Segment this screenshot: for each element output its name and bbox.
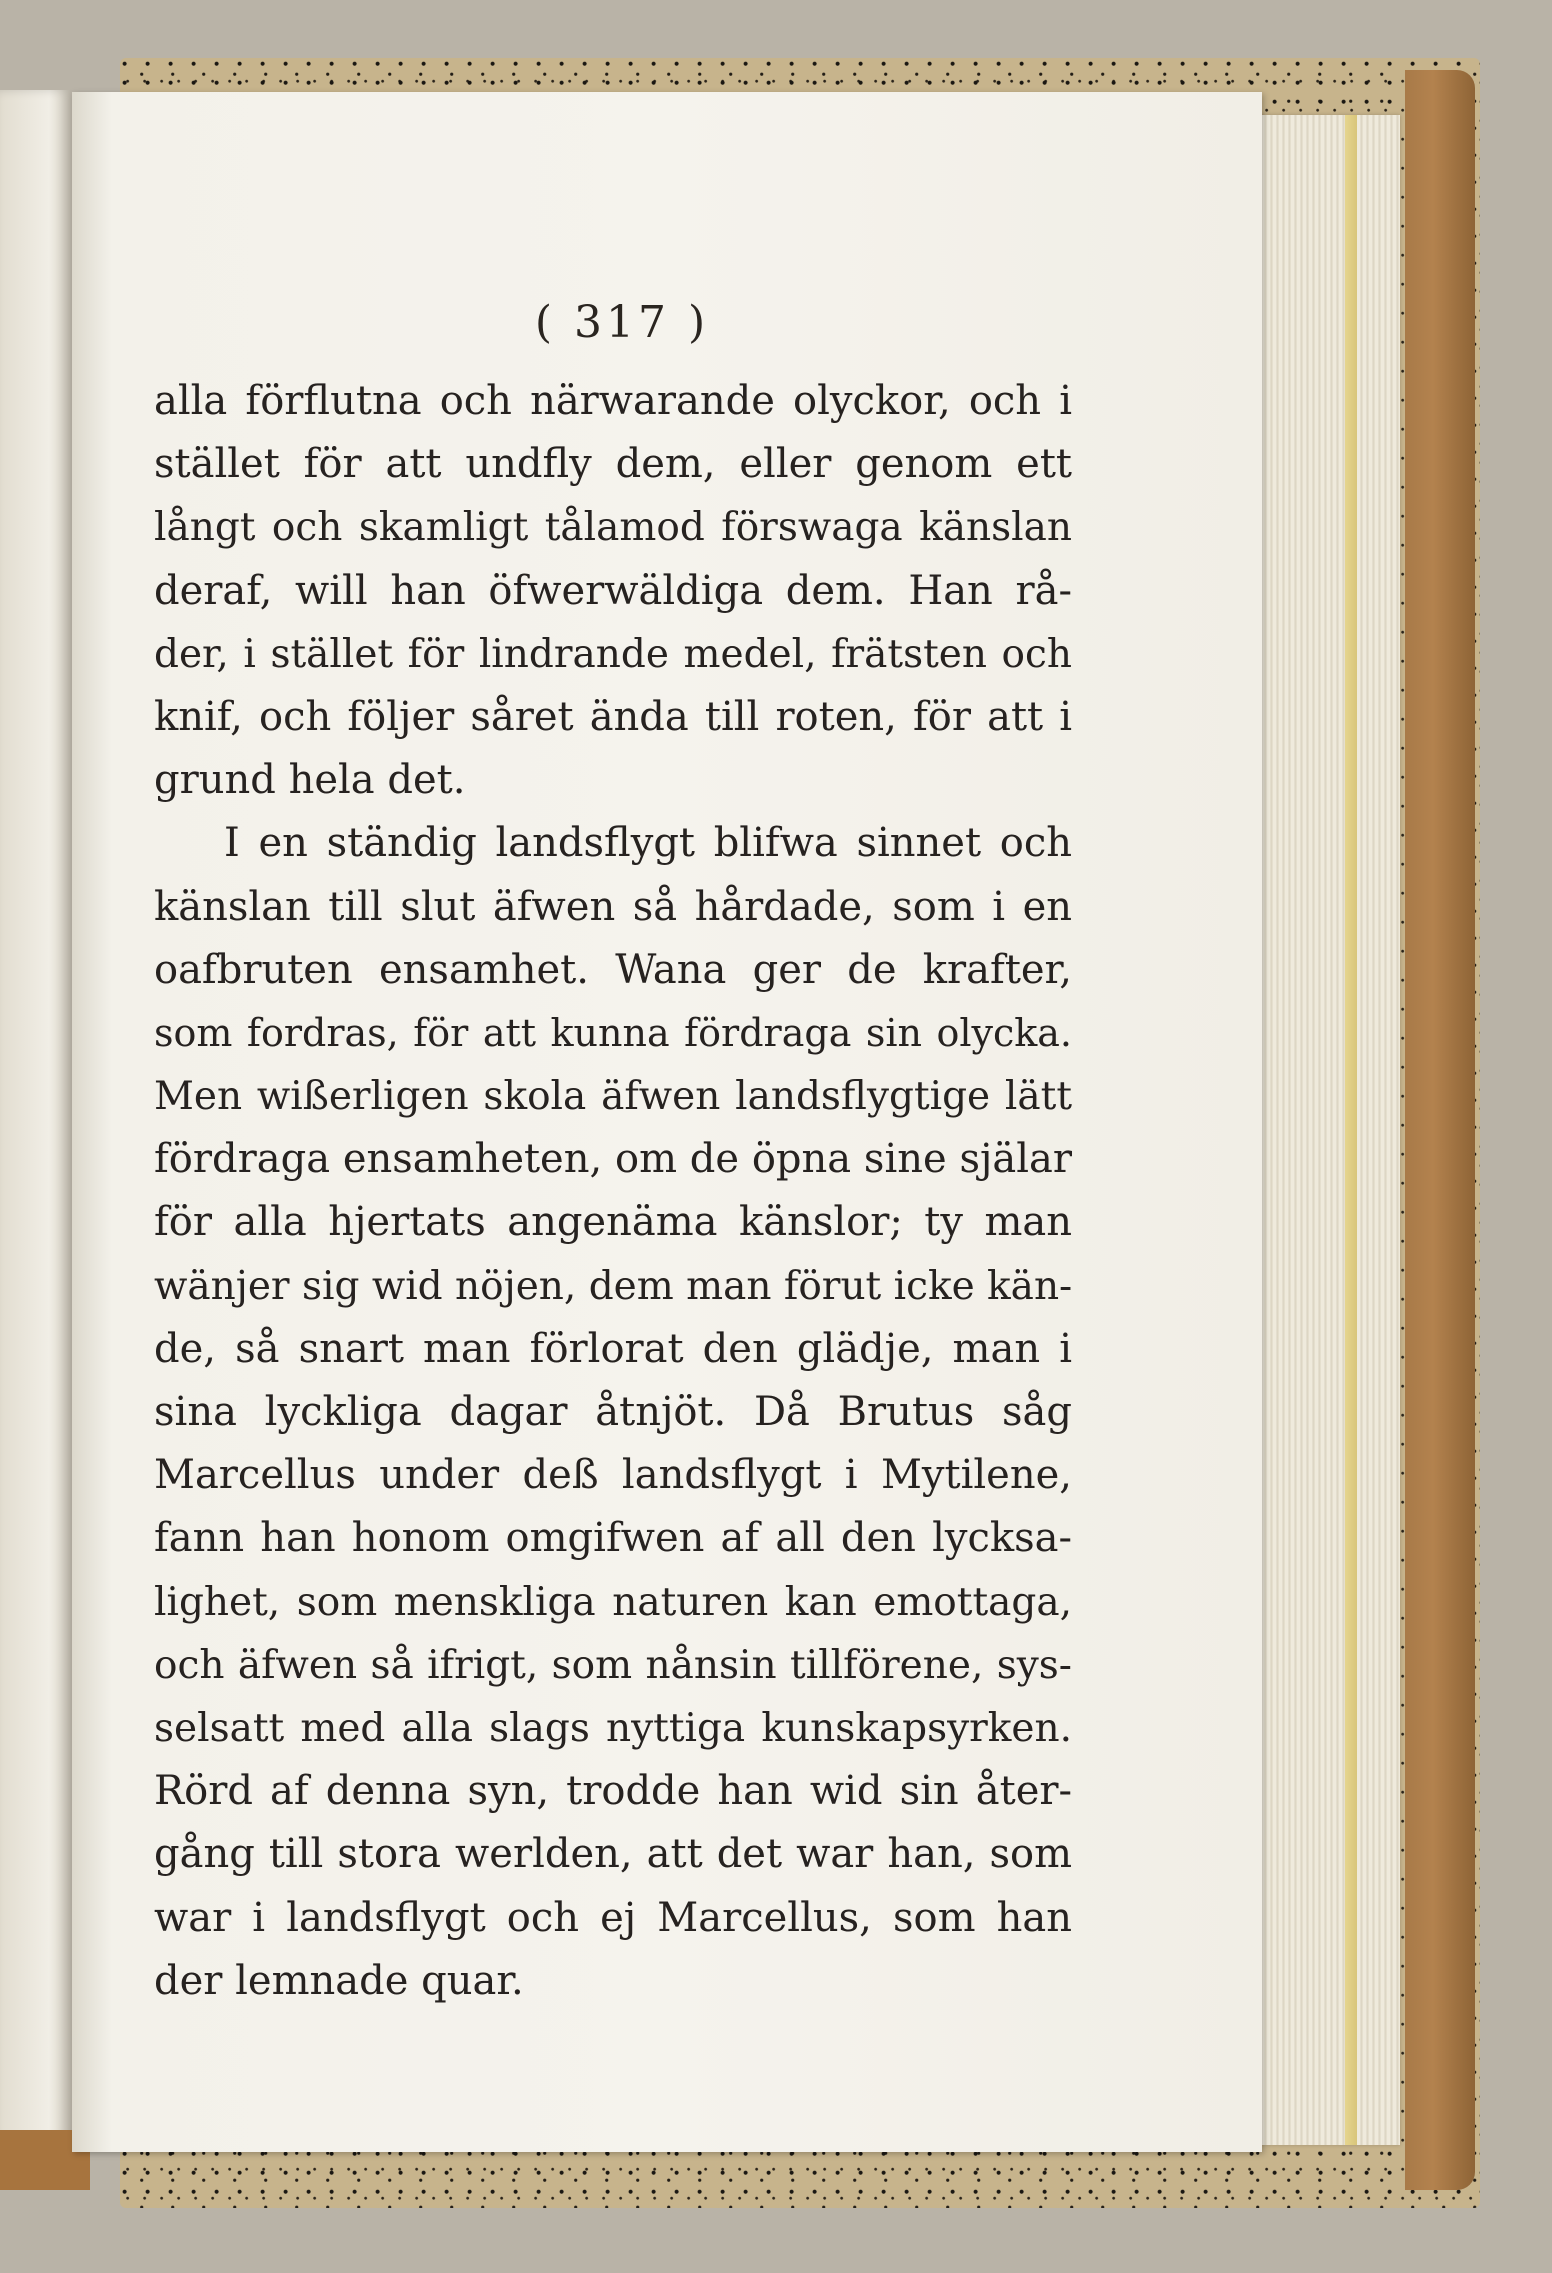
text-line: långt och skamligt tålamod förswaga känslan [154, 505, 1072, 551]
text-line: der lemnade quar. [154, 1957, 524, 2004]
text-line: de, så snart man förlorat den glädje, man i [154, 1325, 1072, 1372]
text-line: alla förflutna och närwarande olyckor, och i [154, 378, 1072, 424]
text-line: fördraga ensamheten, om de öpna sine själar [154, 1136, 1072, 1183]
cover-edge [1405, 70, 1475, 2190]
text-line: gång till stora werlden, att det war han, som [154, 1831, 1072, 1878]
text-line: fann han honom omgifwen af all den lycksa- [154, 1515, 1072, 1562]
text-line: lighet, som menskliga naturen kan emottaga, [154, 1579, 1072, 1625]
text-line: grund hela det. [154, 757, 466, 804]
text-line: stället för att undfly dem, eller genom ett [154, 441, 1072, 488]
text-line: som fordras, för att kunna fördraga sin olycka. [154, 1010, 1072, 1055]
text-line: och äfwen så ifrigt, som nånsin tillförene, sys- [154, 1642, 1072, 1688]
text-line: wänjer sig wid nöjen, dem man förut icke kän- [154, 1263, 1073, 1309]
page-stack-gilt [1345, 115, 1357, 2145]
text-line: oafbruten ensamhet. Wana ger de krafter, [154, 946, 1072, 993]
previous-page-edge [0, 90, 70, 2150]
text-line: war i landsflygt och ej Marcellus, som han [154, 1894, 1072, 1941]
text-line: Marcellus under deß landsflygt i Mytilene, [154, 1452, 1072, 1499]
text-line: för alla hjertats angenäma känslor; ty man [154, 1199, 1072, 1246]
text-line: känslan till slut äfwen så hårdade, som i en [154, 883, 1072, 930]
text-line: I en ständig landsflygt blifwa sinnet och [224, 820, 1072, 867]
page-number: ( 317 ) [534, 297, 710, 348]
text-line: Rörd af denna syn, trodde han wid sin åter- [154, 1768, 1072, 1815]
text-line: knif, och följer såret ända till roten, för att i [154, 693, 1072, 740]
text-line: selsatt med alla slags nyttiga kunskapsyrken. [154, 1705, 1072, 1751]
text-line: sina lyckliga dagar åtnjöt. Då Brutus såg [154, 1389, 1072, 1435]
page-body-text [154, 370, 1072, 2013]
page-stack-edges [1255, 115, 1400, 2145]
text-line: der, i stället för lindrande medel, frätsten och [154, 631, 1072, 677]
text-line: deraf, will han öfwerwäldiga dem. Han rå- [154, 567, 1072, 614]
text-line: Men wißerligen skola äfwen landsflygtige lätt [154, 1074, 1072, 1120]
book-page [72, 92, 1262, 2152]
